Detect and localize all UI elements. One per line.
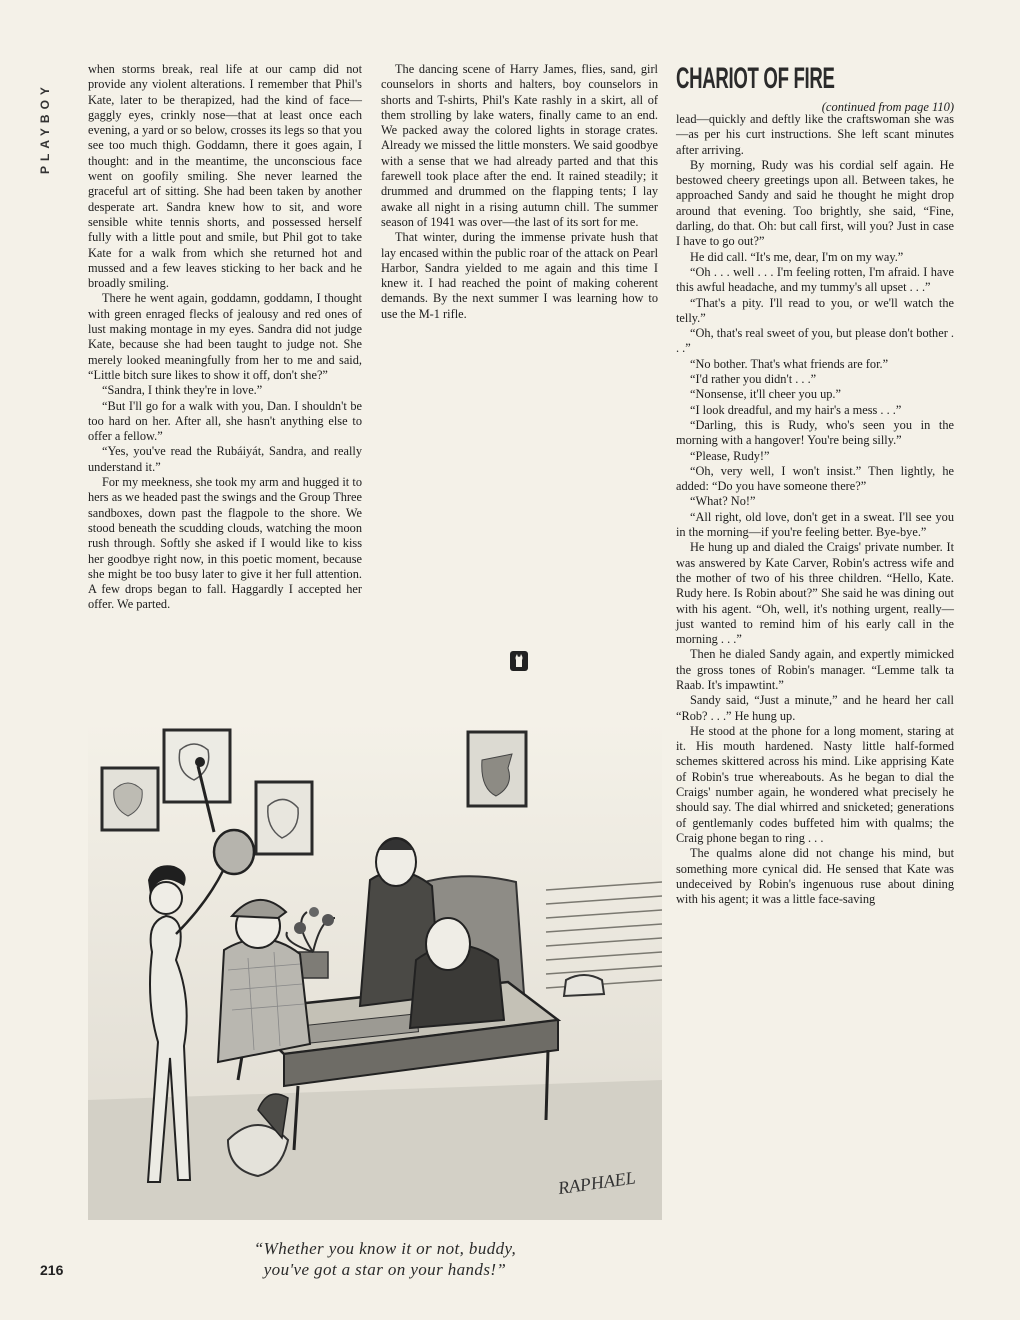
story2-paragraph: “Oh, that's real sweet of you, but please don't bother . . .” xyxy=(676,326,954,356)
story2-paragraph: “What? No!” xyxy=(690,494,756,509)
story2-paragraph: The qualms alone did not change his mind, but something more cynical did. He sensed that Kate was undeceived by Robin's ingenuous ruse about dining with his agent; it was a little face-saving xyxy=(676,846,954,907)
cartoon-caption xyxy=(150,1238,620,1280)
story2-paragraph: By morning, Rudy was his cordial self again. He bestowed cheery greetings upon all. Between takes, he approached Sandy and said he thought he might drop around that evening. Too brightly, she said, “Fine, darling, do that. Oh: but call first, will you? Just in case I have to go out?” xyxy=(676,157,954,249)
magazine-label: PLAYBOY xyxy=(38,82,52,174)
story2-paragraph: He did call. “It's me, dear, I'm on my way.” xyxy=(690,249,904,264)
story2-paragraph: “Oh . . . well . . . I'm feeling rotten, I'm afraid. I have this awful headache, and my tummy's all upset . . .” xyxy=(676,264,954,295)
story2-paragraph: “Nonsense, it'll cheer you up.” xyxy=(690,387,841,402)
page-number: 216 xyxy=(40,1262,64,1278)
story1-column-1 xyxy=(88,62,362,613)
story2-paragraph: “All right, old love, don't get in a sweat. I'll see you in the morning—if you're feeling better. Bye-bye.” xyxy=(676,509,954,540)
story2-paragraph: “Darling, this is Rudy, who's seen you in the morning with a hangover! You're being silly.” xyxy=(676,417,954,448)
story2-paragraph: lead—quickly and deftly like the craftswoman she was—as per his curt instructions. She left scant minutes after arriving. xyxy=(676,112,954,157)
story1-paragraph: There he went again, goddamn, goddamn, I thought with green enraged flecks of jealousy and red ones of lust making montage in my eyes. Sandra did not judge Kate, because she had been taught to judge not. She merely looked meaningfully from her to me and said, “Little bitch sure likes to show it off, don't she?” xyxy=(88,291,362,382)
story2-paragraph: He stood at the phone for a long moment, staring at it. His mouth hardened. Nasty little half-formed schemes skittered across his mind. Like apprising Kate of Robin's true whereabouts. As he began to dial the Craigs' number again, he wondered what precisely he should say. The dial whirred and snicketed; generations of gentlemanly codes buffeted him with qualms; the Craig phone began to ring . . . xyxy=(676,723,954,845)
story2-title: CHARIOT OF FIRE xyxy=(676,62,835,95)
story1-paragraph: when storms break, real life at our camp did not provide any violent alterations. I remember that Phil's Kate, later to be therapized, had the kind of face—gaggly eyes, crinkly nose—that at least once each evening, a yard or so below, crosses its legs so that you see too much thigh. Goddamn, there it goes again, I thought: and in the meantime, the unconscious face went on goofily smiling. She never learned the graceful art of sitting. She had been taken by another desperate art. Sandra knew how to sit, and wore sensible white tennis shorts, and possessed herself fully with a little pout and smile, but Phil got to take Kate for a walk from which she returned hot and mussed and a few leaves sticking to her back and he broadly smiling. xyxy=(88,62,362,291)
artist-signature: RAPHAEL xyxy=(556,1167,637,1199)
story2-paragraph: Sandy said, “Just a minute,” and he heard her call “Rob? . . .” He hung up. xyxy=(676,693,954,723)
story1-paragraph: For my meekness, she took my arm and hugged it to hers as we headed past the swings and the Group Three sandboxes, down past the flagpole to the shore. We stood beneath the scudding clouds, watching the moon rush through. Softly she asked if I would like to kiss her goodbye right now, in this poetic moment, because she might be too busy later to give it her full attention. A few drops began to fall. Haggardly I accepted her offer. We parted. xyxy=(88,475,362,612)
story2-paragraph: “Please, Rudy!” xyxy=(690,448,770,463)
story2-paragraph: “No bother. That's what friends are for.” xyxy=(690,356,889,371)
story2-paragraph: Then he dialed Sandy again, and expertly mimicked the gross tones of Robin's manager. “Lemme talk ta Raab. It's impawtint.” xyxy=(676,647,954,692)
story2-paragraph: “That's a pity. I'll read to you, or we'll watch the telly.” xyxy=(676,295,954,325)
cartoon-illustration xyxy=(88,720,662,1220)
story1-paragraph: That winter, during the immense private hush that lay encased within the public roar of the attack on Pearl Harbor, Sandra yielded to me again and this time I knew it. I had reached the point of making coherent demands. By the next summer I was learning how to use the M-1 rifle. xyxy=(381,230,658,321)
story2-paragraph: “Oh, very well, I won't insist.” Then lightly, he added: “Do you have someone there?” xyxy=(676,463,954,494)
caption-line: you've got a star on your hands!” xyxy=(263,1260,507,1279)
story2-column xyxy=(676,112,954,907)
end-mark-icon xyxy=(510,651,528,671)
story2-paragraph: “I look dreadful, and my hair's a mess . . .” xyxy=(690,402,902,417)
story1-paragraph: “But I'll go for a walk with you, Dan. I shouldn't be too hard on her. After all, she hasn't anything else to offer a fellow.” xyxy=(88,398,362,444)
story2-paragraph: “I'd rather you didn't . . .” xyxy=(690,372,817,387)
caption-line: “Whether you know it or not, buddy, xyxy=(253,1239,517,1258)
story2-paragraph: He hung up and dialed the Craigs' private number. It was answered by Kate Carver, Robin's actress wife and the mother of two of his three children. “Hello, Kate. Rudy here. Is Robin about?” She said he was dining out with his agent. “Oh, well, it's nothing urgent, really—just wanted to remind him of his early call in the morning . . .” xyxy=(676,540,954,647)
story1-column-2 xyxy=(381,62,658,322)
story1-paragraph: The dancing scene of Harry James, flies, sand, girl counselors in shorts and halters, boy counselors in shorts and T-shirts, Phil's Kate rashly in a skirt, all of them strolling by lake waters, finally came to an end. We packed away the colored lights in storage crates. Already we missed the little monsters. We said goodbye with a sense that we had already parted and that this farewell took place after the end. It rained steadily; it drummed and drummed on the flapping tents; I lay awake all night in a rising autumn chill. The summer season of 1941 was over—the last of its sort for me. xyxy=(381,62,658,229)
continued-note: (continued from page 110) xyxy=(821,100,954,114)
story1-paragraph: “Yes, you've read the Rubáiyát, Sandra, and really understand it.” xyxy=(88,444,362,474)
story1-paragraph: “Sandra, I think they're in love.” xyxy=(102,383,263,398)
